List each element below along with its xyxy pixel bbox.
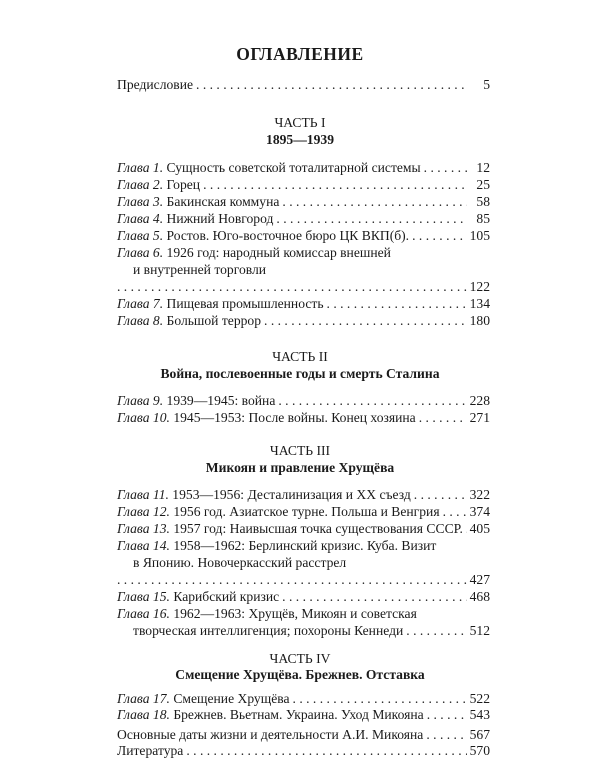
chapter-label: Глава 4. [117,211,164,226]
part-heading: ЧАСТЬ II [272,349,328,364]
dot-leader [278,392,466,410]
chapter-title: Пищевая промышленность [166,296,324,311]
part-heading: ЧАСТЬ I [274,115,326,130]
dot-leader [424,159,467,177]
dot-leader [282,588,466,606]
toc-page-number: 405 [469,521,490,536]
toc-page-number: 58 [476,194,490,209]
toc-page-number: 25 [476,177,490,192]
toc-entry-first-line[interactable] [117,537,490,555]
toc-page-number: 543 [469,707,490,722]
chapter-label: Глава 9. [117,393,164,408]
chapter-label: Глава 18. [117,707,170,722]
part-subtitle: Смещение Хрущёва. Брежнев. Отставка [175,667,425,682]
part-subtitle: 1895—1939 [266,132,334,147]
toc-entry-page-line[interactable] [117,278,490,296]
chapter-label: Глава 13. [117,521,170,536]
toc-page-number: 180 [469,313,490,328]
toc-page-number: 134 [469,296,490,311]
chapter-label: Глава 6. [117,245,164,260]
toc-page-number: 228 [469,393,490,408]
dot-leader [186,742,466,760]
toc-page-number: 427 [469,572,490,587]
chapter-label: Глава 10. [117,410,170,425]
dot-leader [203,176,467,194]
dot-leader [276,210,467,228]
chapter-title: 1939—1945: война [166,393,276,408]
toc-entry-first-line[interactable] [117,244,490,262]
chapter-label: Глава 11. [117,487,169,502]
toc-entry[interactable] [117,706,490,724]
dot-leader [327,295,467,313]
toc-entry[interactable] [117,227,490,245]
toc-entry-label: Основные даты жизни и деятельности А.И. Микояна [117,727,424,742]
chapter-title: Сущность советской тоталитарной системы [166,160,421,175]
chapter-title: 1957 год: Наивысшая точка существования СССР. [173,521,463,536]
toc-entry-appendix[interactable] [117,742,490,760]
toc-entry[interactable] [117,176,490,194]
toc-entry[interactable] [117,392,490,410]
chapter-title: Ростов. Юго-восточное бюро ЦК ВКП(б). [166,228,410,243]
dot-leader [427,706,467,724]
chapter-title: Нижний Новгород [166,211,274,226]
chapter-title: Горец [166,177,201,192]
dot-leader [117,278,467,296]
dot-leader [282,193,467,211]
chapter-label: Глава 3. [117,194,164,209]
chapter-title: 1962—1963: Хрущёв, Микоян и советская [173,606,417,621]
chapter-title: Карибский кризис [173,589,280,604]
chapter-title: Большой террор [166,313,262,328]
toc-page-number: 271 [469,410,490,425]
chapter-label: Глава 5. [117,228,164,243]
dot-leader [117,571,467,589]
chapter-title: Брежнев. Вьетнам. Украина. Уход Микояна [173,707,424,722]
toc-page-number: 567 [469,727,490,742]
part-subtitle: Война, послевоенные годы и смерть Сталина [160,366,440,381]
toc-entry-label: Предисловие [117,77,194,92]
toc-entry[interactable] [117,312,490,330]
chapter-title-continuation: в Японию. Новочеркасский расстрел [133,555,347,570]
page-title: ОГЛАВЛЕНИЕ [236,44,364,64]
toc-entry[interactable] [117,503,490,521]
toc-entry-continuation[interactable] [133,622,490,640]
toc-entry[interactable] [117,409,490,427]
toc-page-number: 122 [469,279,490,294]
dot-leader [419,409,467,427]
toc-page-number: 5 [483,77,490,92]
chapter-title: Бакинская коммуна [166,194,280,209]
toc-page-number: 374 [469,504,490,519]
chapter-label: Глава 8. [117,313,164,328]
toc-page-number: 570 [469,743,490,758]
toc-entry-label: Литература [117,743,184,758]
dot-leader [196,76,467,94]
chapter-title: Смещение Хрущёва [173,691,290,706]
chapter-label: Глава 7. [117,296,164,311]
dot-leader [466,520,467,538]
chapter-title: 1953—1956: Десталинизация и XX съезд [172,487,411,502]
toc-entry-continuation[interactable] [133,261,490,279]
toc-entry-continuation[interactable] [133,554,490,572]
chapter-label: Глава 15. [117,589,170,604]
toc-entry[interactable] [117,295,490,313]
toc-page-number: 322 [469,487,490,502]
toc-entry-first-line[interactable] [117,605,490,623]
toc-page-number: 468 [469,589,490,604]
toc-entry-page-line[interactable] [117,571,490,589]
chapter-label: Глава 16. [117,606,170,621]
chapter-label: Глава 2. [117,177,164,192]
chapter-title: 1926 год: народный комиссар внешней [166,245,391,260]
chapter-title: 1956 год. Азиатское турне. Польша и Венгрия [173,504,440,519]
toc-page-number: 12 [476,160,490,175]
dot-leader [406,622,466,640]
toc-entry[interactable] [117,486,490,504]
part-heading: ЧАСТЬ III [269,443,331,458]
chapter-label: Глава 12. [117,504,170,519]
toc-entry[interactable] [117,520,490,538]
toc-entry[interactable] [117,588,490,606]
chapter-label: Глава 1. [117,160,164,175]
chapter-title: 1945—1953: После войны. Конец хозяина [173,410,416,425]
chapter-label: Глава 14. [117,538,170,553]
toc-page-number: 512 [469,623,490,638]
dot-leader [443,503,467,521]
toc-page-number: 522 [469,691,490,706]
chapter-title-continuation: и внутренней торговли [133,262,267,277]
toc-entry-preface[interactable] [117,76,490,94]
dot-leader [414,486,467,504]
toc-entry[interactable] [117,193,490,211]
dot-leader [412,227,467,245]
toc-entry[interactable] [117,159,490,177]
part-subtitle: Микоян и правление Хрущёва [205,460,395,475]
toc-page-number: 105 [469,228,490,243]
toc-page-number: 85 [476,211,490,226]
chapter-title-continuation: творческая интеллигенция; похороны Кеннеди [133,623,404,638]
dot-leader [264,312,467,330]
chapter-title: 1958—1962: Берлинский кризис. Куба. Визит [173,538,437,553]
part-heading: ЧАСТЬ IV [269,651,331,666]
toc-entry[interactable] [117,210,490,228]
chapter-label: Глава 17. [117,691,170,706]
